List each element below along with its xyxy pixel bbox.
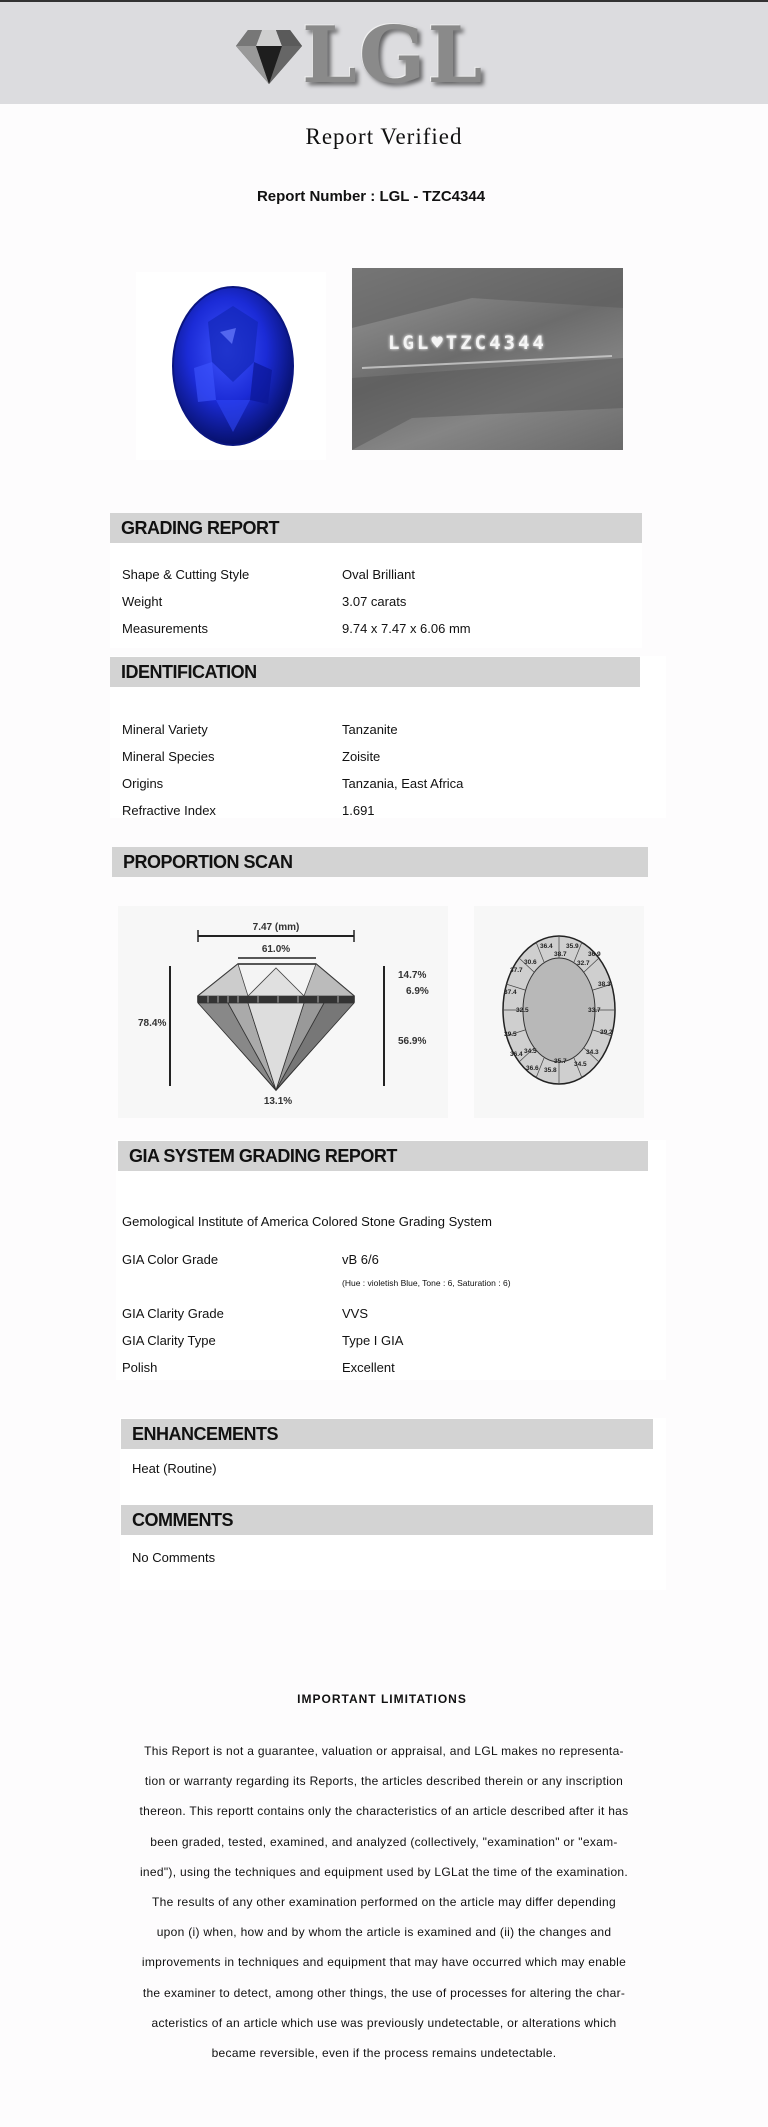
polish-value: Excellent xyxy=(342,1360,395,1375)
side-profile-diagram xyxy=(118,906,448,1118)
page-title: Report Verified xyxy=(305,124,463,149)
refractive-index-value: 1.691 xyxy=(342,803,375,818)
origins-value: Tanzania, East Africa xyxy=(342,776,464,791)
limitations-line: became reversible, even if the process remains undetectable. xyxy=(211,2046,557,2061)
table-percent-label: 61.0% xyxy=(261,944,291,955)
inscription-text: LGL♥TZC4344 xyxy=(388,332,547,354)
top-val: 34.5 xyxy=(524,1048,537,1055)
limitations-line: upon (i) when, how and by whom the article is examined and (ii) the changes and xyxy=(156,1925,612,1940)
top-val: 39.5 xyxy=(504,1031,517,1038)
gia-clarity-type-value: Type I GIA xyxy=(342,1333,404,1348)
top-val: 37.7 xyxy=(510,967,523,974)
comments-value: No Comments xyxy=(132,1550,216,1565)
top-val: 36.9 xyxy=(588,951,601,958)
top-view-diagram xyxy=(474,906,644,1118)
top-val: 36.6 xyxy=(526,1065,539,1072)
measurements-label: Measurements xyxy=(122,621,208,636)
comments-heading: COMMENTS xyxy=(121,1505,653,1535)
depth-percent-label: 78.4% xyxy=(138,1018,167,1029)
shape-label: Shape & Cutting Style xyxy=(122,567,250,582)
top-val: 32.7 xyxy=(577,960,590,967)
crown-percent-label: 14.7% xyxy=(398,970,427,981)
top-val: 34.3 xyxy=(586,1049,599,1056)
polish-label: Polish xyxy=(122,1360,158,1375)
limitations-line: ined"), using the techniques and equipment used by LGLat the time of the examination. xyxy=(139,1864,629,1879)
limitations-line: The results of any other examination performed on the article may differ depending xyxy=(152,1895,616,1910)
top-val: 36.4 xyxy=(540,943,553,950)
identification-heading: IDENTIFICATION xyxy=(110,657,640,687)
logo-header-band xyxy=(0,0,768,104)
limitations-line: acteristics of an article which use was previously undetectable, or alterations which xyxy=(151,2015,617,2030)
limitations-heading: IMPORTANT LIMITATIONS xyxy=(297,1692,467,1706)
mineral-variety-label: Mineral Variety xyxy=(122,722,208,737)
measurements-value: 9.74 x 7.47 x 6.06 mm xyxy=(342,621,471,636)
top-val: 35.8 xyxy=(544,1067,557,1074)
limitations-body xyxy=(118,1736,650,2068)
weight-label: Weight xyxy=(122,594,163,609)
top-val: 35.7 xyxy=(554,1058,567,1065)
limitations-line: tion or warranty regarding its Reports, the articles described therein or any inscription xyxy=(144,1774,624,1789)
top-val: 33.7 xyxy=(588,1007,601,1014)
logo-text: LGL xyxy=(302,10,485,101)
mineral-variety-value: Tanzanite xyxy=(342,722,398,737)
enhancements-heading: ENHANCEMENTS xyxy=(121,1419,653,1449)
culet-percent-label: 13.1% xyxy=(263,1096,293,1107)
gia-clarity-type-label: GIA Clarity Type xyxy=(122,1333,216,1348)
top-val: 39.2 xyxy=(600,1029,613,1036)
grading-report-heading: GRADING REPORT xyxy=(110,513,642,543)
girdle-percent-label: 6.9% xyxy=(406,986,429,997)
gia-color-note: (Hue : violetish Blue, Tone : 6, Saturation : 6) xyxy=(342,1278,511,1288)
shape-value: Oval Brilliant xyxy=(342,567,415,582)
mineral-species-label: Mineral Species xyxy=(122,749,215,764)
gia-color-label: GIA Color Grade xyxy=(122,1252,219,1267)
top-val: 36.4 xyxy=(510,1051,523,1058)
top-val: 38.3 xyxy=(598,981,611,988)
gia-system-text: Gemological Institute of America Colored Stone Grading System xyxy=(122,1214,492,1229)
width-label: 7.47 (mm) xyxy=(252,922,300,933)
top-val: 32.5 xyxy=(516,1007,529,1014)
top-val: 37.4 xyxy=(504,989,517,996)
gia-color-value: vB 6/6 xyxy=(342,1252,379,1267)
limitations-line: been graded, tested, examined, and analyzed (collectively, "examination" or "exam- xyxy=(150,1834,618,1849)
top-val: 34.5 xyxy=(574,1061,587,1068)
limitations-line: thereon. This reportt contains only the characteristics of an article described after it has xyxy=(139,1804,629,1819)
limitations-line: improvements in techniques and equipment that may have occurred which may enable xyxy=(141,1955,627,1970)
report-number: Report Number : LGL - TZC4344 xyxy=(256,188,486,205)
top-val: 35.9 xyxy=(566,943,579,950)
pavilion-percent-label: 56.9% xyxy=(398,1036,427,1047)
gia-clarity-grade-value: VVS xyxy=(342,1306,369,1321)
girdle-inscription-photo xyxy=(352,268,623,450)
top-val: 30.6 xyxy=(524,959,537,966)
diamond-icon xyxy=(234,26,304,88)
limitations-line: the examiner to detect, among other things, the use of processes for altering the char- xyxy=(142,1985,626,2000)
top-val: 38.7 xyxy=(554,951,567,958)
proportion-scan-heading: PROPORTION SCAN xyxy=(112,847,648,877)
gia-clarity-grade-label: GIA Clarity Grade xyxy=(122,1306,224,1321)
refractive-index-label: Refractive Index xyxy=(122,803,216,818)
gemstone-photo xyxy=(136,272,326,460)
origins-label: Origins xyxy=(122,776,164,791)
mineral-species-value: Zoisite xyxy=(342,749,381,764)
gia-heading: GIA SYSTEM GRADING REPORT xyxy=(118,1141,648,1171)
lgl-logo xyxy=(234,10,490,101)
enhancements-value: Heat (Routine) xyxy=(132,1461,217,1476)
limitations-line: This Report is not a guarantee, valuation or appraisal, and LGL makes no representa- xyxy=(144,1744,624,1758)
weight-value: 3.07 carats xyxy=(342,594,407,609)
